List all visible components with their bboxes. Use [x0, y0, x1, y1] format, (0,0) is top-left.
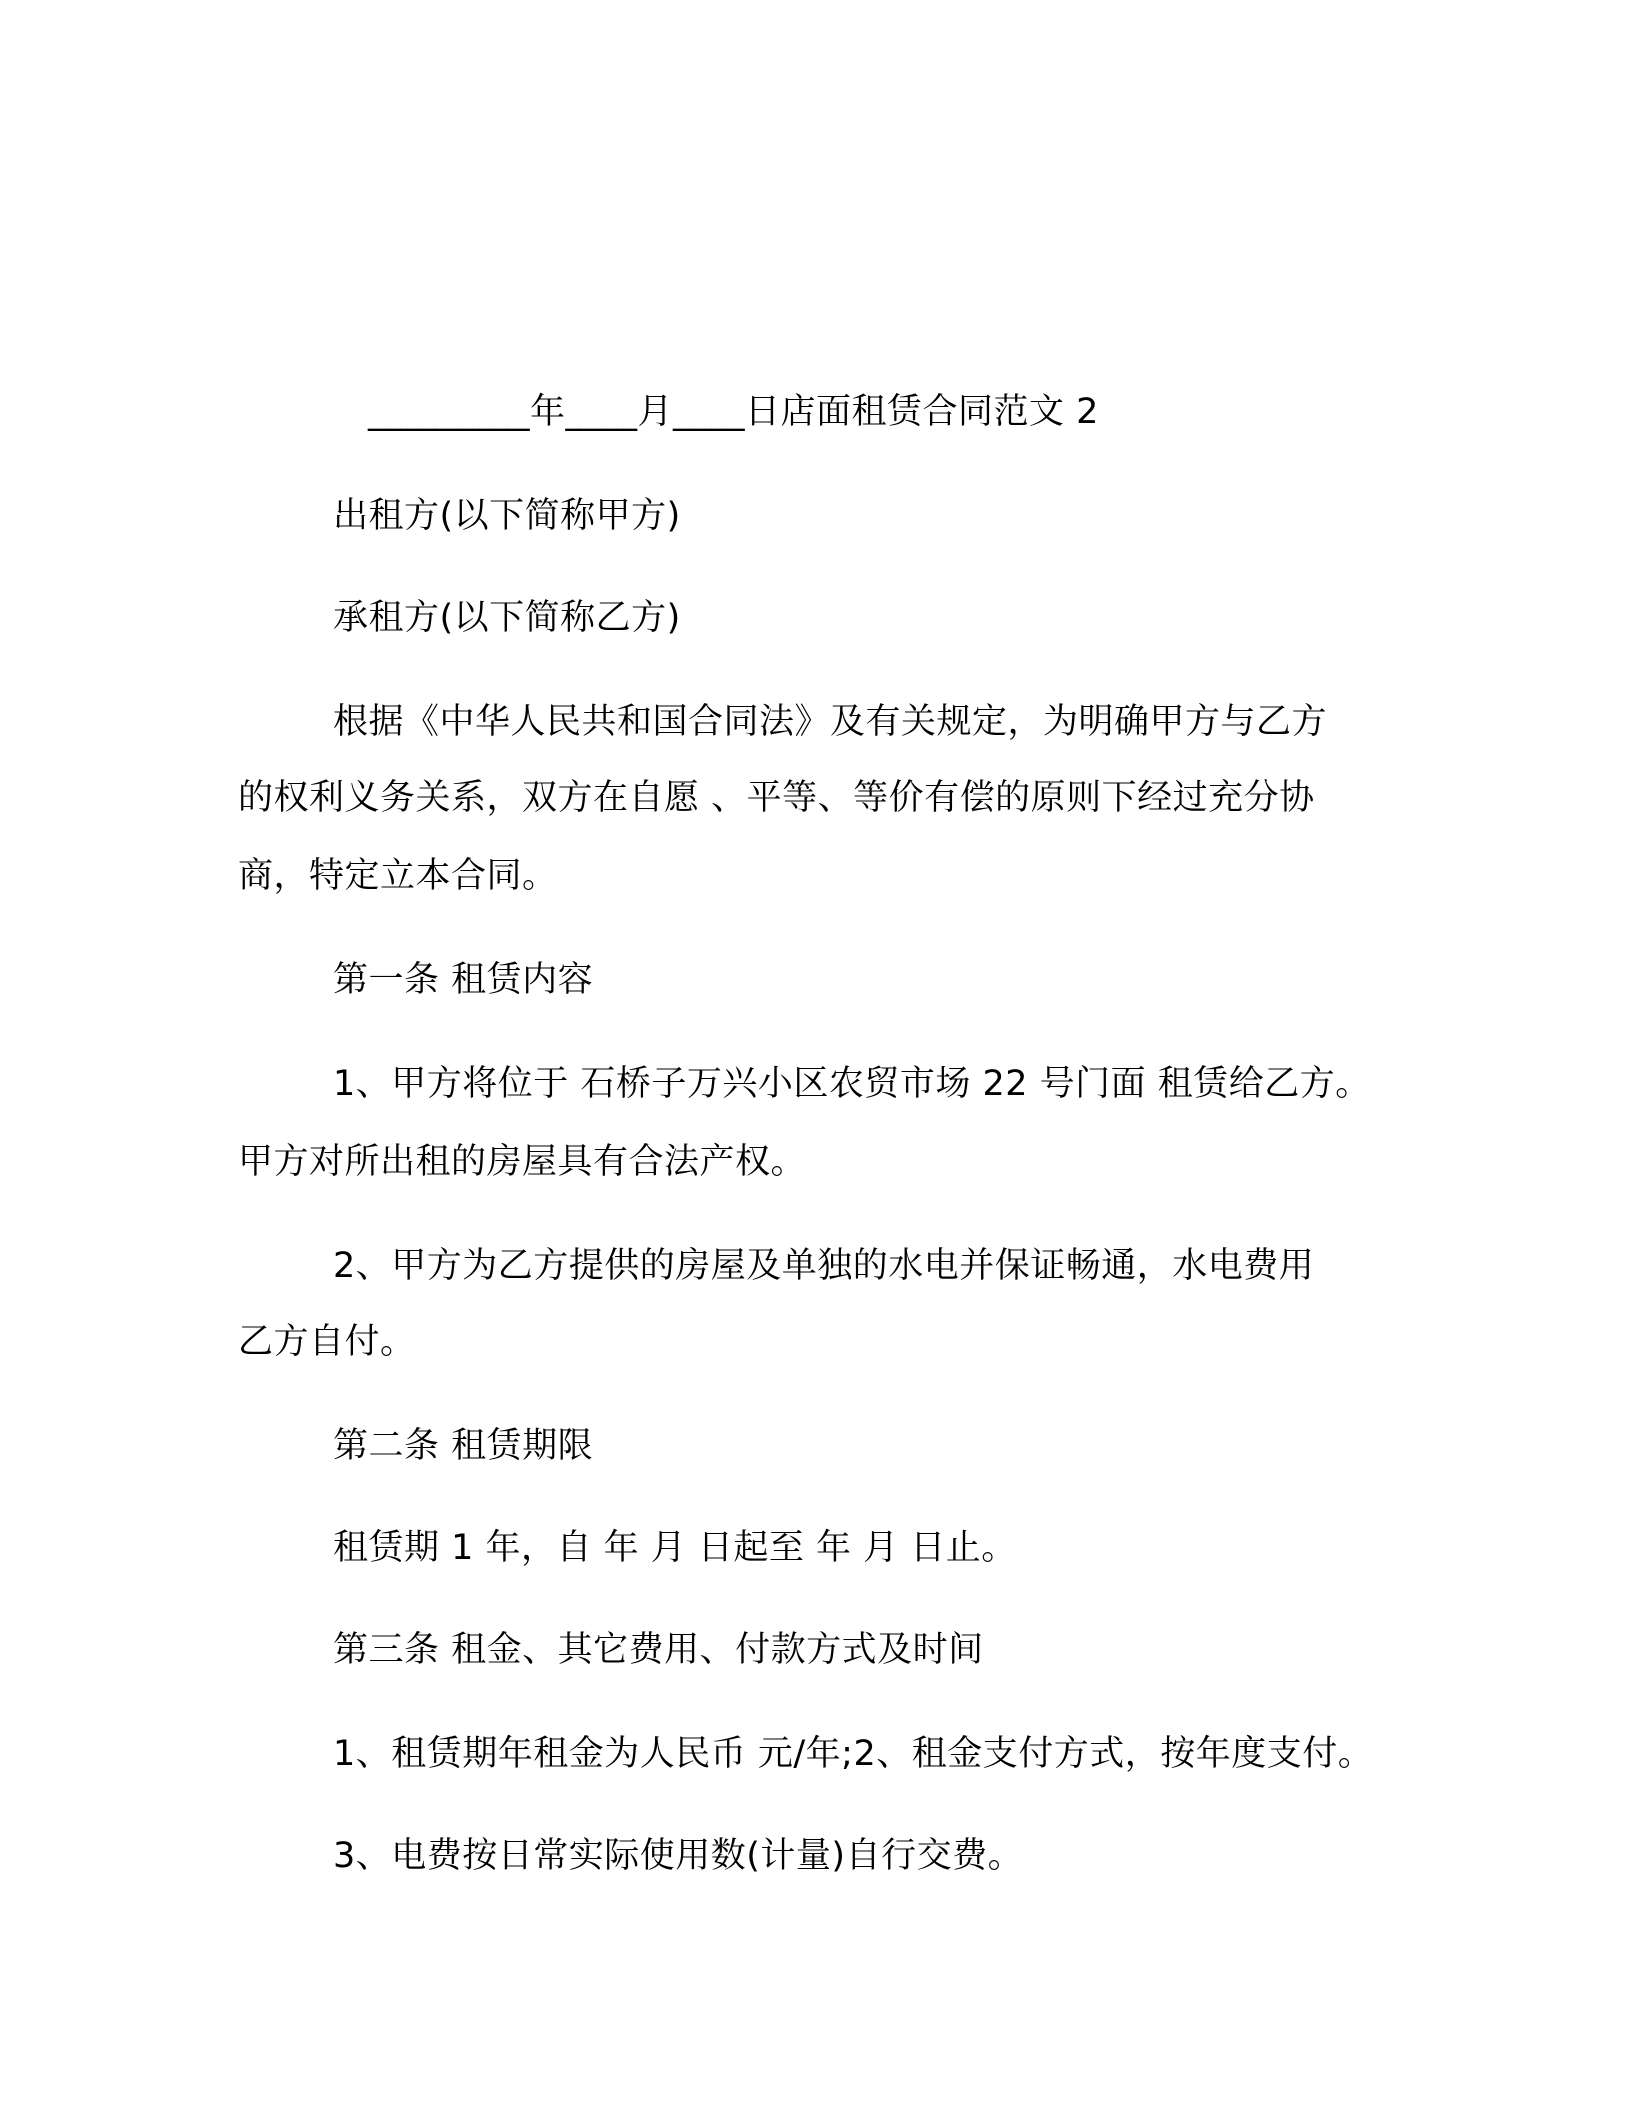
article-1-item-2-line-2: 乙方自付。	[238, 1322, 416, 1362]
article-3-item-1: 1、租赁期年租金为人民币 元/年;2、租金支付方式，按年度支付。	[333, 1734, 1374, 1774]
article-1-item-1-line-1: 1、甲方将位于 石桥子万兴小区农贸市场 22 号门面 租赁给乙方。	[333, 1064, 1371, 1104]
lessee-line: 承租方(以下简称乙方)	[333, 598, 681, 638]
article-1-item-1-line-2: 甲方对所出租的房屋具有合法产权。	[238, 1142, 807, 1182]
article-1-heading: 第一条 租赁内容	[333, 960, 594, 1000]
article-2-heading: 第二条 租赁期限	[333, 1426, 594, 1466]
article-3-item-3: 3、电费按日常实际使用数(计量)自行交费。	[333, 1836, 1024, 1876]
intro-line-2: 的权利义务关系，双方在自愿 、平等、等价有偿的原则下经过充分协	[238, 778, 1315, 818]
intro-line-3: 商，特定立本合同。	[238, 856, 558, 896]
article-2-text: 租赁期 1 年，自 年 月 日起至 年 月 日止。	[333, 1528, 1017, 1568]
article-1-item-2-line-1: 2、甲方为乙方提供的房屋及单独的水电并保证畅通，水电费用	[333, 1246, 1315, 1286]
lessor-line: 出租方(以下简称甲方)	[333, 496, 681, 536]
intro-line-1: 根据《中华人民共和国合同法》及有关规定，为明确甲方与乙方	[333, 702, 1328, 742]
document-title: _________年____月____日店面租赁合同范文 2	[368, 392, 1099, 432]
article-3-heading: 第三条 租金、其它费用、付款方式及时间	[333, 1630, 984, 1670]
